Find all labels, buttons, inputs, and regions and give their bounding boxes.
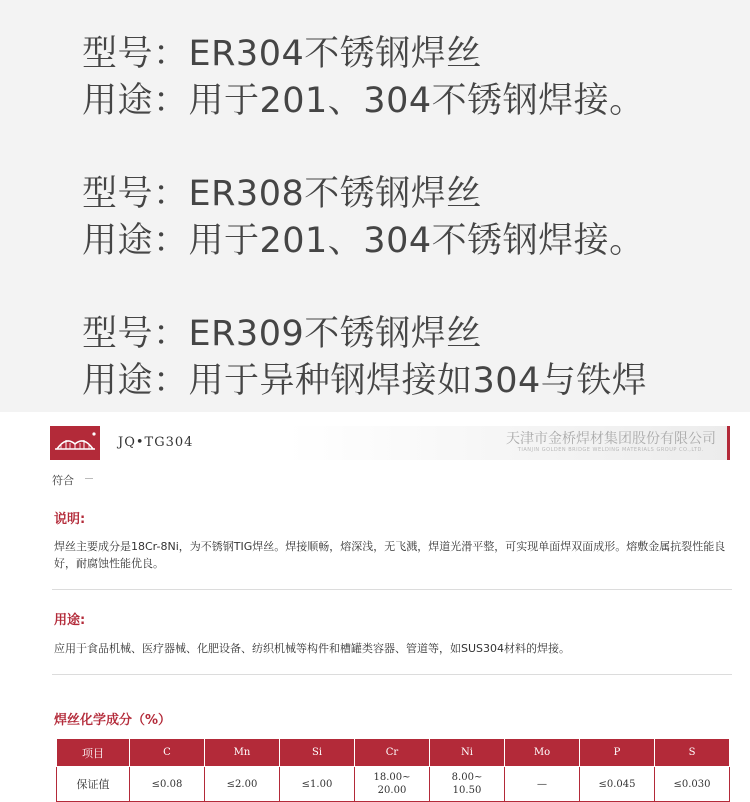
product-entry-er308 — [82, 171, 645, 265]
model-code: JQ•TG304 — [118, 435, 194, 450]
row-label: 保证值 — [57, 767, 130, 802]
value-si: ≤1.00 — [280, 767, 355, 802]
use-line: 用途：用于201、304不锈钢焊接。 — [82, 221, 645, 261]
header-ni: Ni — [430, 739, 505, 767]
value-ni-max: 10.50 — [452, 785, 482, 796]
header-accent-bar — [727, 426, 730, 460]
header-s: S — [655, 739, 730, 767]
divider — [52, 589, 732, 590]
value-cr-max: 20.00 — [377, 785, 407, 796]
chem-title: 焊丝化学成分（%） — [54, 713, 172, 728]
bridge-logo-icon — [50, 426, 100, 460]
value-cr — [355, 767, 430, 802]
value-ni — [430, 767, 505, 802]
product-data-sheet — [0, 412, 750, 800]
divider — [52, 674, 732, 675]
model-line: 型号：ER304不锈钢焊丝 — [82, 34, 482, 74]
model-line: 型号：ER308不锈钢焊丝 — [82, 174, 482, 214]
header-c: C — [130, 739, 205, 767]
value-mn: ≤2.00 — [205, 767, 280, 802]
usage-title: 用途: — [54, 613, 86, 628]
chemical-composition-table — [56, 738, 730, 802]
value-cr-min: 18.00~ — [373, 772, 411, 783]
value-p: ≤0.045 — [580, 767, 655, 802]
model-line: 型号：ER309不锈钢焊丝 — [82, 314, 482, 354]
value-mo: — — [505, 767, 580, 802]
header-p: P — [580, 739, 655, 767]
description-text: 焊丝主要成分是18Cr-8Ni，为不锈钢TIG焊丝。焊接顺畅，熔深浅，无飞溅，焊道光滑平整，可实现单面焊双面成形。熔敷金属抗裂性能良好，耐腐蚀性能优良。 — [54, 540, 726, 570]
company-name-en: TIANJIN GOLDEN BRIDGE WELDING MATERIALS GROUP CO.,LTD. — [517, 447, 704, 453]
header-mn: Mn — [205, 739, 280, 767]
use-line: 用途：用于异种钢焊接如304与铁焊 — [82, 361, 648, 401]
product-entry-er309 — [82, 311, 647, 405]
description-title: 说明: — [54, 512, 86, 527]
conform-label: 符合 — [52, 474, 74, 487]
sheet-header — [50, 426, 730, 460]
conform-dash — [85, 478, 93, 479]
table-header-row — [57, 739, 730, 767]
header-mo: Mo — [505, 739, 580, 767]
usage-text: 应用于食品机械、医疗器械、化肥设备、纺织机械等构件和槽罐类容器、管道等，如SUS304材料的焊接。 — [54, 642, 571, 655]
header-si: Si — [280, 739, 355, 767]
header-item: 项目 — [57, 739, 130, 767]
table-row — [57, 767, 730, 802]
value-ni-min: 8.00~ — [451, 772, 483, 783]
value-s: ≤0.030 — [655, 767, 730, 802]
value-c: ≤0.08 — [130, 767, 205, 802]
use-line: 用途：用于201、304不锈钢焊接。 — [82, 81, 645, 121]
product-entry-er304 — [82, 31, 645, 125]
header-cr: Cr — [355, 739, 430, 767]
company-name-cn: 天津市金桥焊材集团股份有限公司 — [506, 431, 716, 447]
